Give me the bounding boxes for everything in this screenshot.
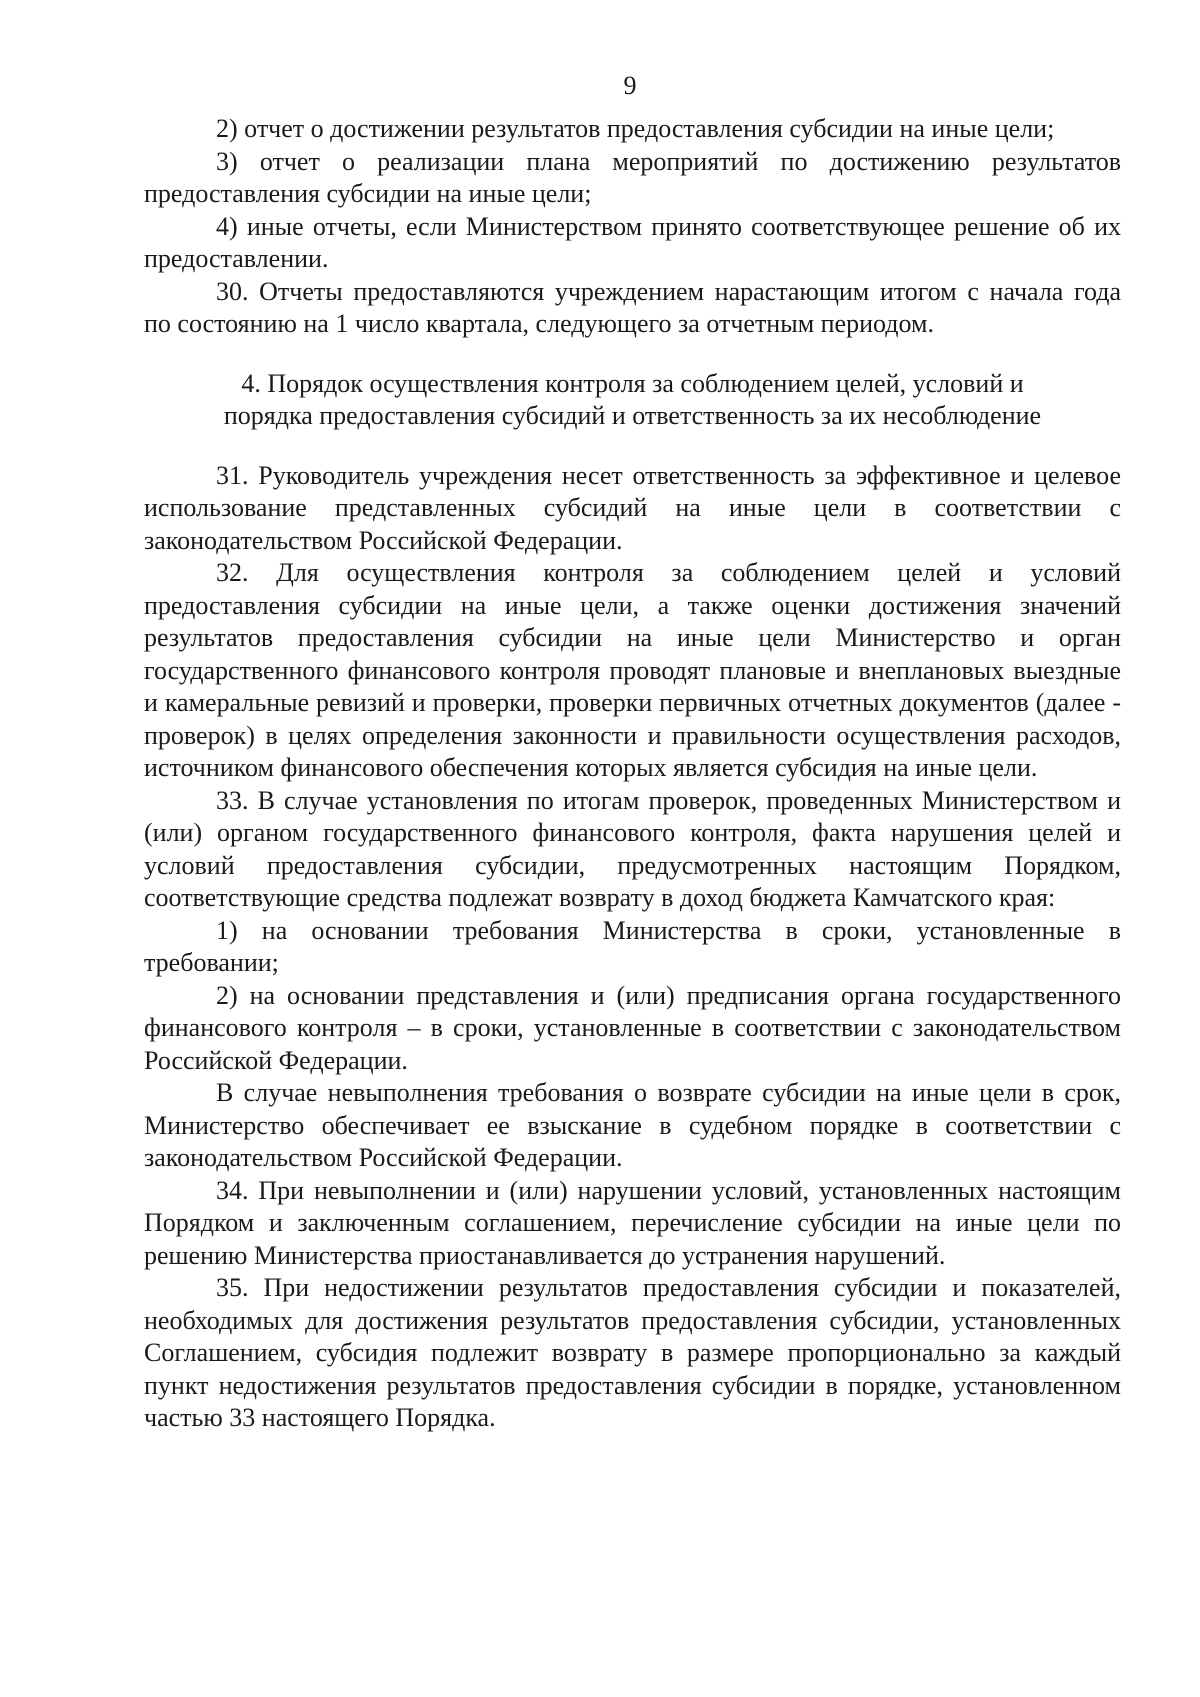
paragraph-31: 31. Руководитель учреждения несет ответственность за эффективное и целевое использование представленных субсидий на иные цели в соответствии с законодательством Российской Федерации. [144, 460, 1121, 555]
paragraph-34: 34. При невыполнении и (или) нарушении условий, установленных настоящим Порядком и заключенным соглашением, перечисление субсидии на иные цели по решению Министерства приостанавливается до устранения нарушений. [144, 1175, 1121, 1270]
paragraph-33-item-1: 1) на основании требования Министерства в сроки, установленные в требовании; [144, 915, 1121, 977]
paragraph-35: 35. При недостижении результатов предоставления субсидии и показателей, необходимых для достижения результатов предоставления субсидии, установленных Соглашением, субсидия подлежит возврату в размере пропорционально за каждый пункт недостижения результатов предоставления субсидии в порядке, установленном частью 33 настоящего Порядка. [144, 1273, 1121, 1432]
page-number: 9 [623, 71, 637, 100]
paragraph-other-reports: 4) иные отчеты, если Министерством принято соответствующее решение об их предоставлении. [144, 211, 1121, 273]
paragraph-30: 30. Отчеты предоставляются учреждением нарастающим итогом с начала года по состоянию на 1 число квартала, следующего за отчетным периодом. [144, 276, 1121, 338]
paragraph-33-note: В случае невыполнения требования о возврате субсидии на иные цели в срок, Министерство обеспечивает ее взыскание в судебном порядке в соответствии с законодательством Российской Федерации. [144, 1078, 1121, 1172]
paragraph-33: 33. В случае установления по итогам проверок, проведенных Министерством и (или) органом государственного финансового контроля, факта нарушения целей и условий предоставления субсидии, предусмотренных настоящим Порядком, соответствующие средства подлежат возврату в доход бюджета Камчатского края: [144, 785, 1121, 912]
document-body [144, 113, 1121, 1435]
section-heading-line-1: 4. Порядок осуществления контроля за соблюдением целей, условий и [241, 368, 1024, 398]
paragraph-33-item-2: 2) на основании представления и (или) предписания органа государственного финансового контроля – в сроки, установленные в соответствии с законодательством Российской Федерации. [144, 980, 1121, 1075]
spacer [144, 341, 1121, 368]
section-heading [144, 368, 1121, 433]
paragraph-32: 32. Для осуществления контроля за соблюдением целей и условий предоставления субсидии на иные цели, а также оценки достижения значений результатов предоставления субсидии на иные цели Министерство и орган государственного финансового контроля проводят плановые и внеплановых выездные и камеральные ревизий и проверки, проверки первичных отчетных документов (далее - проверок) в целях определения законности и правильности осуществления расходов, источником финансового обеспечения которых является субсидия на иные цели. [144, 558, 1121, 782]
paragraph-report-results: 2) отчет о достижении результатов предоставления субсидии на иные цели; [216, 114, 1055, 143]
spacer [144, 433, 1121, 460]
paragraph-report-plan: 3) отчет о реализации плана мероприятий по достижению результатов предоставления субсидии на иные цели; [144, 146, 1121, 208]
section-heading-line-2: порядка предоставления субсидий и ответственность за их несоблюдение [223, 401, 1042, 430]
